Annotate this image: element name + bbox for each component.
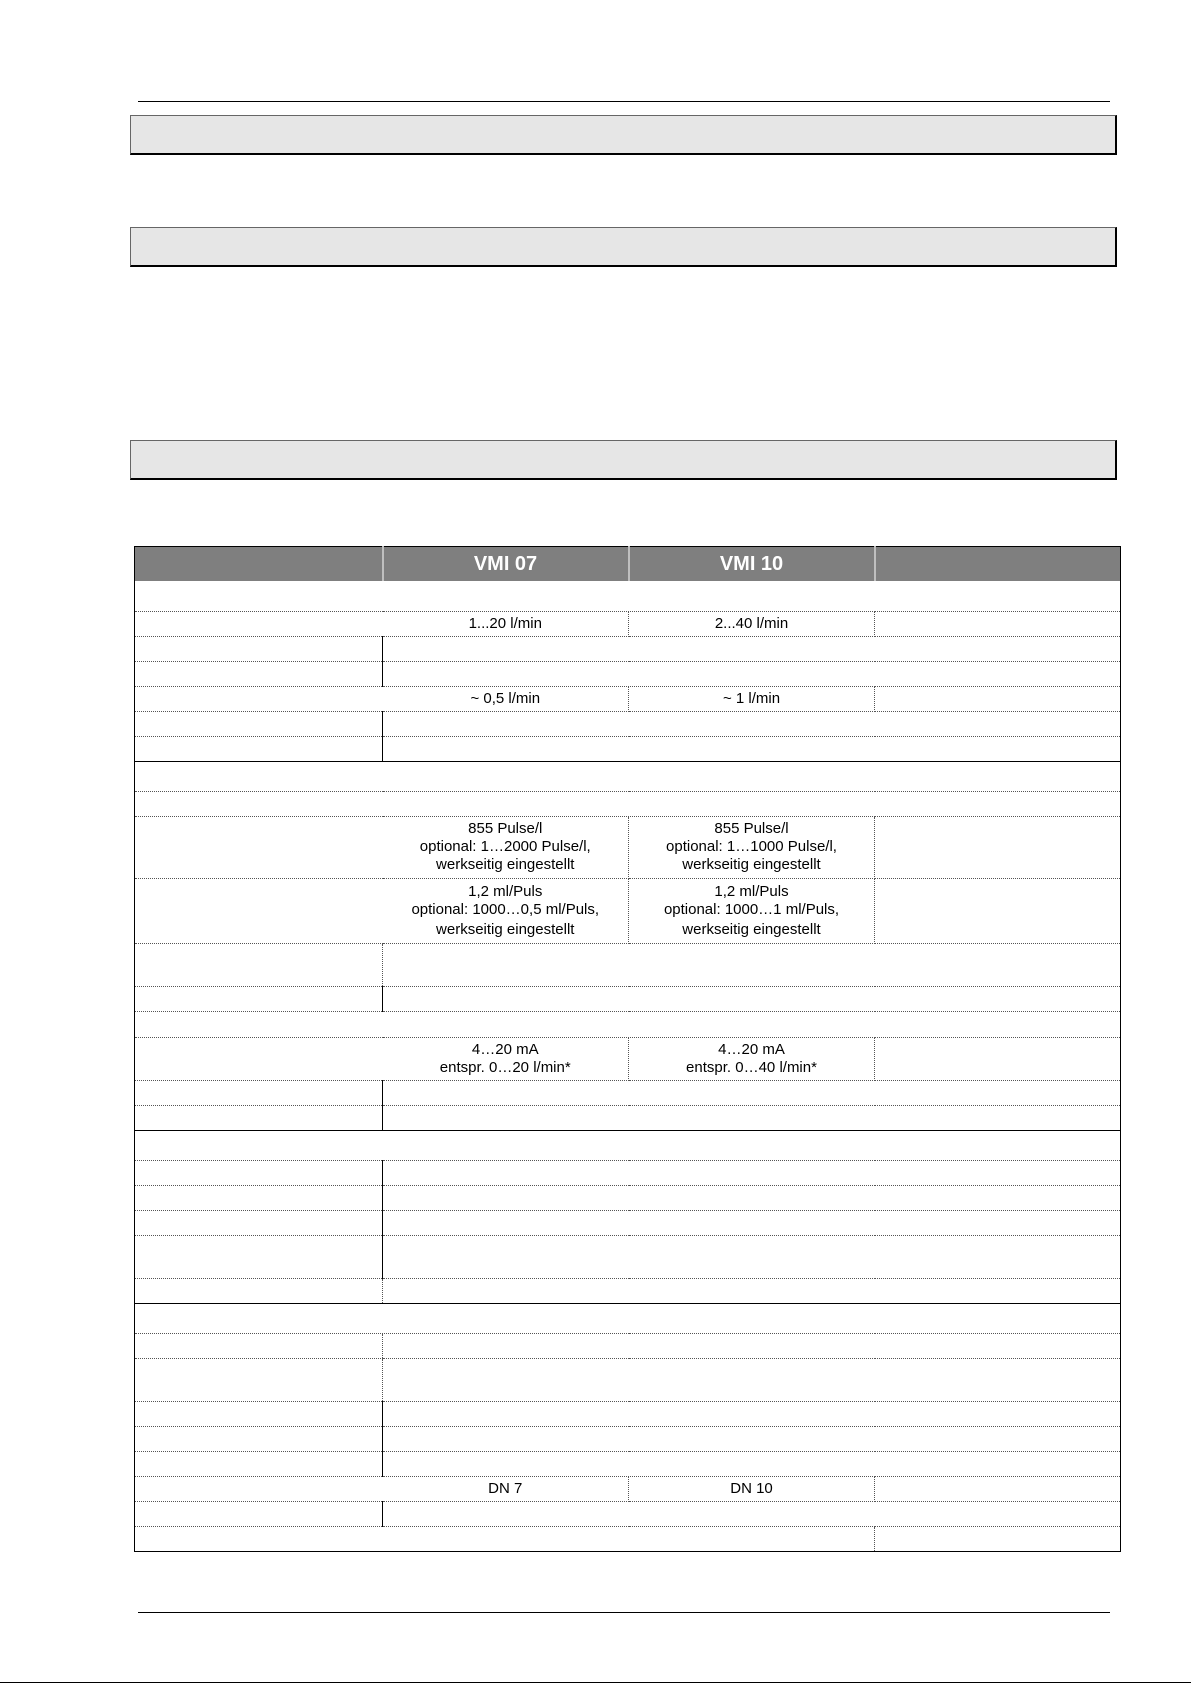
min-flow-vmi07: ~ 0,5 l/min bbox=[383, 686, 629, 711]
header-rule bbox=[138, 101, 1110, 102]
min-flow-vmi10: ~ 1 l/min bbox=[629, 686, 875, 711]
pulse-rate-vmi10: 855 Pulse/l optional: 1…1000 Pulse/l, werkseitig eingestellt bbox=[629, 816, 875, 878]
table-row bbox=[135, 761, 1121, 791]
table-row bbox=[135, 1105, 1121, 1130]
flow-range-vmi07: 1...20 l/min bbox=[383, 611, 629, 636]
section-heading-box-2 bbox=[130, 227, 1117, 267]
table-row bbox=[135, 1037, 1121, 1080]
table-row bbox=[135, 1011, 1121, 1037]
table-row bbox=[135, 878, 1121, 943]
table-row bbox=[135, 611, 1121, 636]
analog-output-vmi10: 4…20 mA entspr. 0…40 l/min* bbox=[629, 1037, 875, 1080]
table-row bbox=[135, 816, 1121, 878]
table-row bbox=[135, 711, 1121, 736]
footer-rule bbox=[138, 1612, 1110, 1613]
table-row bbox=[135, 1476, 1121, 1501]
table-row bbox=[135, 661, 1121, 686]
table-row bbox=[135, 1526, 1121, 1551]
table-row bbox=[135, 1501, 1121, 1526]
table-row bbox=[135, 1278, 1121, 1303]
header-cell-label bbox=[135, 547, 383, 582]
table-row bbox=[135, 581, 1121, 611]
spec-table bbox=[134, 546, 1121, 1552]
table-row bbox=[135, 1130, 1121, 1160]
analog-output-vmi07: 4…20 mA entspr. 0…20 l/min* bbox=[383, 1037, 629, 1080]
section-heading-box-1 bbox=[130, 115, 1117, 155]
table-row bbox=[135, 1401, 1121, 1426]
table-header-row bbox=[135, 547, 1121, 582]
table-row bbox=[135, 636, 1121, 661]
table-row bbox=[135, 1451, 1121, 1476]
page-edge-line bbox=[0, 1682, 1191, 1683]
table-row bbox=[135, 1080, 1121, 1105]
table-row bbox=[135, 1333, 1121, 1358]
table-row bbox=[135, 1210, 1121, 1235]
table-row bbox=[135, 1303, 1121, 1333]
header-cell-extra bbox=[875, 547, 1121, 582]
nominal-size-vmi10: DN 10 bbox=[629, 1476, 875, 1501]
pulse-volume-vmi07: 1,2 ml/Puls optional: 1000…0,5 ml/Puls, werkseitig eingestellt bbox=[383, 878, 629, 943]
table-row bbox=[135, 1185, 1121, 1210]
table-row bbox=[135, 686, 1121, 711]
table-row bbox=[135, 1426, 1121, 1451]
pulse-rate-vmi07: 855 Pulse/l optional: 1…2000 Pulse/l, werkseitig eingestellt bbox=[383, 816, 629, 878]
header-cell-vmi07: VMI 07 bbox=[383, 547, 629, 582]
section-heading-box-3 bbox=[130, 440, 1117, 480]
table-row bbox=[135, 1358, 1121, 1401]
nominal-size-vmi07: DN 7 bbox=[383, 1476, 629, 1501]
table-row bbox=[135, 736, 1121, 761]
table-row bbox=[135, 1160, 1121, 1185]
flow-range-vmi10: 2...40 l/min bbox=[629, 611, 875, 636]
table-row bbox=[135, 1235, 1121, 1278]
table-row bbox=[135, 791, 1121, 816]
table-row bbox=[135, 943, 1121, 986]
pulse-volume-vmi10: 1,2 ml/Puls optional: 1000…1 ml/Puls, werkseitig eingestellt bbox=[629, 878, 875, 943]
table-row bbox=[135, 986, 1121, 1011]
header-cell-vmi10: VMI 10 bbox=[629, 547, 875, 582]
